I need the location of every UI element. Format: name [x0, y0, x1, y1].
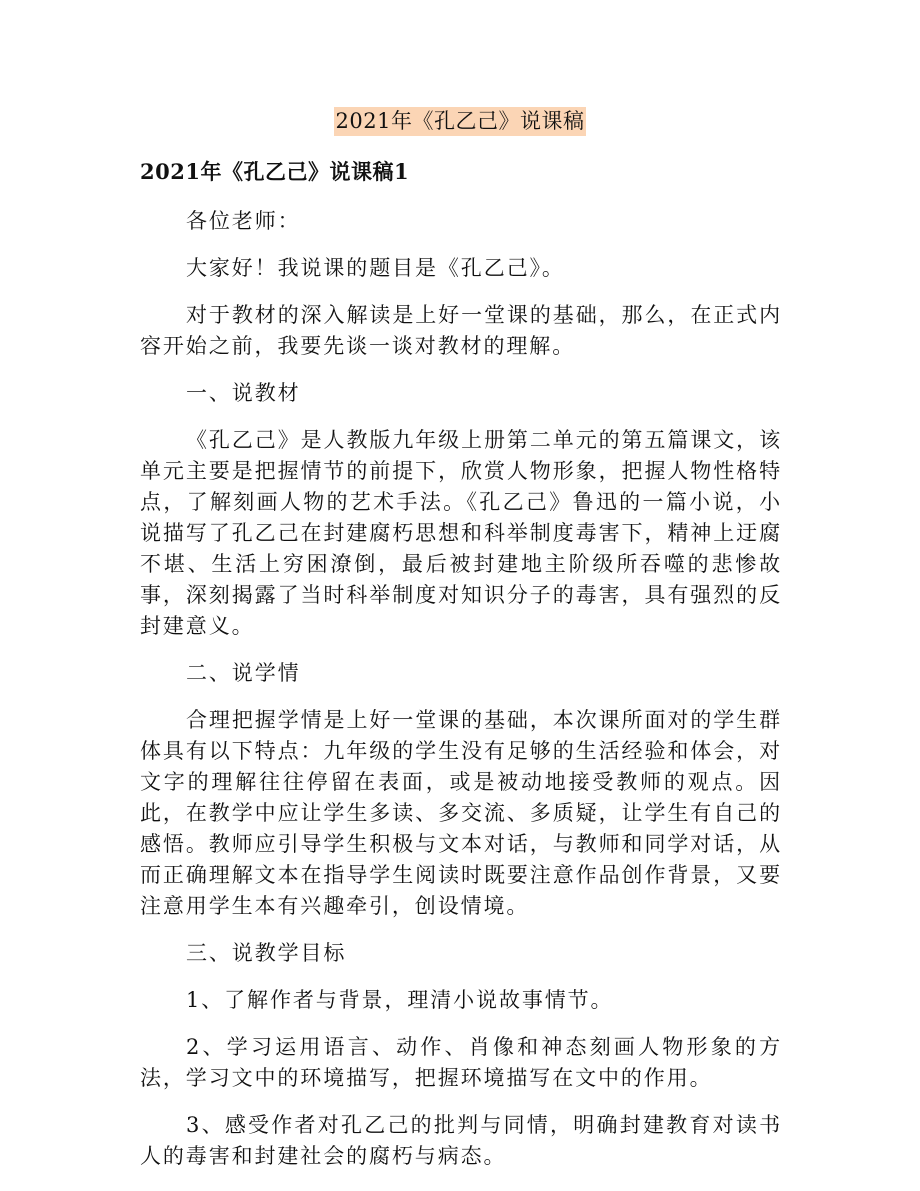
document-body	[140, 156, 782, 1188]
subheading-textbook: 一、说教材	[186, 381, 301, 405]
document-title: 2021年《孔乙己》说课稿	[334, 107, 587, 136]
objective-item: 2、学习运用语言、动作、肖像和神态刻画人物形象的方法，学习文中的环境描写，把握环境描写在文中的作用。	[140, 1035, 782, 1090]
salutation: 各位老师：	[186, 209, 301, 233]
title-container	[0, 107, 920, 136]
paragraph: 对于教材的深入解读是上好一堂课的基础，那么，在正式内容开始之前，我要先谈一谈对教材的理解。	[140, 303, 782, 358]
paragraph: 大家好！我说课的题目是《孔乙己》。	[186, 256, 565, 280]
paragraph: 合理把握学情是上好一堂课的基础，本次课所面对的学生群体具有以下特点：九年级的学生没有足够的生活经验和体会，对文字的理解往往停留在表面，或是被动地接受教师的观点。因此，在教学中应让学生多读、多交流、多质疑，让学生有自己的感悟。教师应引导学生积极与文本对话，与教师和同学对话，从而正确理解文本在指导学生阅读时既要注意作品创作背景，又要注意用学生本有兴趣牵引，创设情境。	[140, 708, 782, 918]
subheading-students: 二、说学情	[186, 661, 301, 685]
objective-item: 1、了解作者与背景，理清小说故事情节。	[186, 988, 614, 1012]
paragraph: 《孔乙己》是人教版九年级上册第二单元的第五篇课文，该单元主要是把握情节的前提下，欣赏人物形象，把握人物性格特点，了解刻画人物的艺术手法。《孔乙己》鲁迅的一篇小说，小说描写了孔乙己在封建腐朽思想和科举制度毒害下，精神上迂腐不堪、生活上穷困潦倒，最后被封建地主阶级所吞噬的悲惨故事，深刻揭露了当时科举制度对知识分子的毒害，具有强烈的反封建意义。	[140, 428, 782, 638]
section-heading: 2021年《孔乙己》说课稿1	[140, 159, 410, 184]
subheading-objectives: 三、说教学目标	[186, 941, 347, 965]
objective-item: 3、感受作者对孔乙己的批判与同情，明确封建教育对读书人的毒害和封建社会的腐朽与病态。	[140, 1113, 782, 1168]
